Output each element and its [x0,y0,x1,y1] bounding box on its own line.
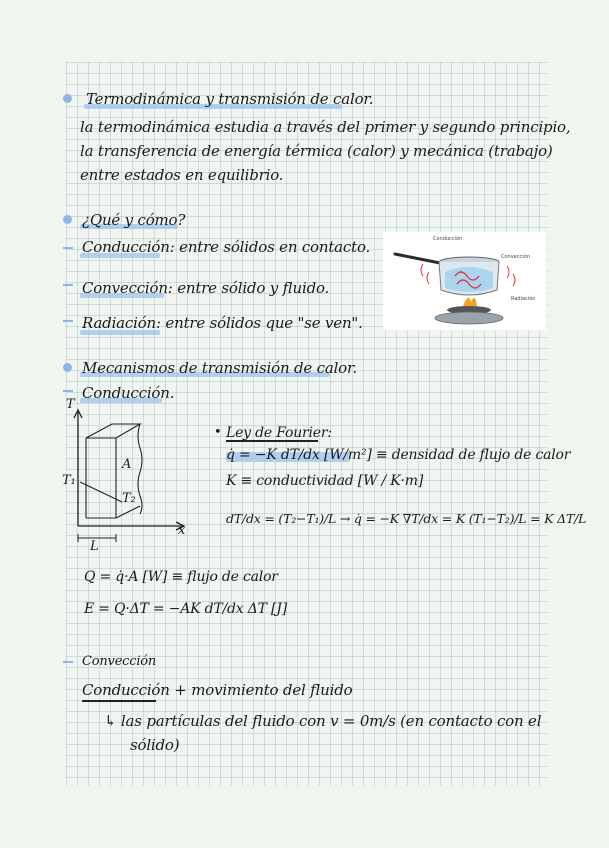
axis-label-t: T [66,397,75,412]
label-t2: T₂ [122,491,136,506]
paragraph-line: la transferencia de energía térmica (calor) y mecánica (trabajo) [80,142,553,160]
axis-label-x: x [178,523,186,538]
pot-heat-transfer-image [383,232,546,330]
equation-heat-flow: Q = q̇·A [W] ≡ flujo de calor [84,569,278,585]
convection-definition: Conducción + movimiento del fluido [82,681,353,699]
dash-marker [63,661,73,663]
section-title-mechanisms: Mecanismos de transmisión de calor. [82,359,357,377]
item-convection: Convección: entre sólido y fluido. [82,279,330,297]
underline-conduction [82,700,156,702]
section-title-what-how: ¿Qué y cómo? [82,211,186,229]
bullet-dot [63,94,72,103]
page-margin-left [0,0,66,848]
label-t1: T₁ [62,473,76,488]
item-radiation: Radiación: entre sólidos que "se ven". [82,314,363,332]
label-convection: Convección [501,254,530,260]
page-margin-top [0,0,609,62]
convection-detail-line: ↳ las partículas del fluido con v = 0m/s (en contacto con el [104,712,542,730]
conduction-wall-diagram [62,397,192,554]
paragraph-line: la termodinámica estudia a través del primer y segundo principio, [80,118,571,136]
fourier-flux-density: q̇ = −K dT/dx [W/m²] ≡ densidad de flujo de calor [226,447,571,463]
section-title-thermodynamics: Termodinámica y transmisión de calor. [86,90,374,108]
dash-marker [63,284,73,286]
convection-detail-line: sólido) [130,736,180,754]
label-length: L [90,539,99,554]
bullet-dot [63,215,72,224]
equation-energy: E = Q·ΔT = −AK dT/dx ΔT [J] [84,601,287,617]
label-area: A [122,457,132,472]
item-conduction: Conducción: entre sólidos en contacto. [82,238,371,256]
label-conduction: Conducción [433,236,463,242]
dash-marker [63,320,73,322]
paragraph-line: entre estados en equilibrio. [80,166,284,184]
label-radiation: Radiación [511,296,536,302]
fourier-derivation: dT/dx = (T₂−T₁)/L → q̇ = −K ∇T/dx = K (T₁−T₂)/L = K ΔT/L [226,511,587,526]
section-title-convection: Convección [82,654,157,669]
fourier-title: Ley de Fourier: [226,425,332,441]
dash-marker [63,247,73,249]
dash-marker [63,390,73,392]
page-margin-bottom [0,786,609,848]
fourier-conductivity: K ≡ conductividad [W / K·m] [226,473,424,489]
pot-illustration [383,232,546,330]
bullet-dot [63,363,72,372]
bullet-dot-text: • [214,425,222,440]
subtitle-conduction: Conducción. [82,384,175,402]
